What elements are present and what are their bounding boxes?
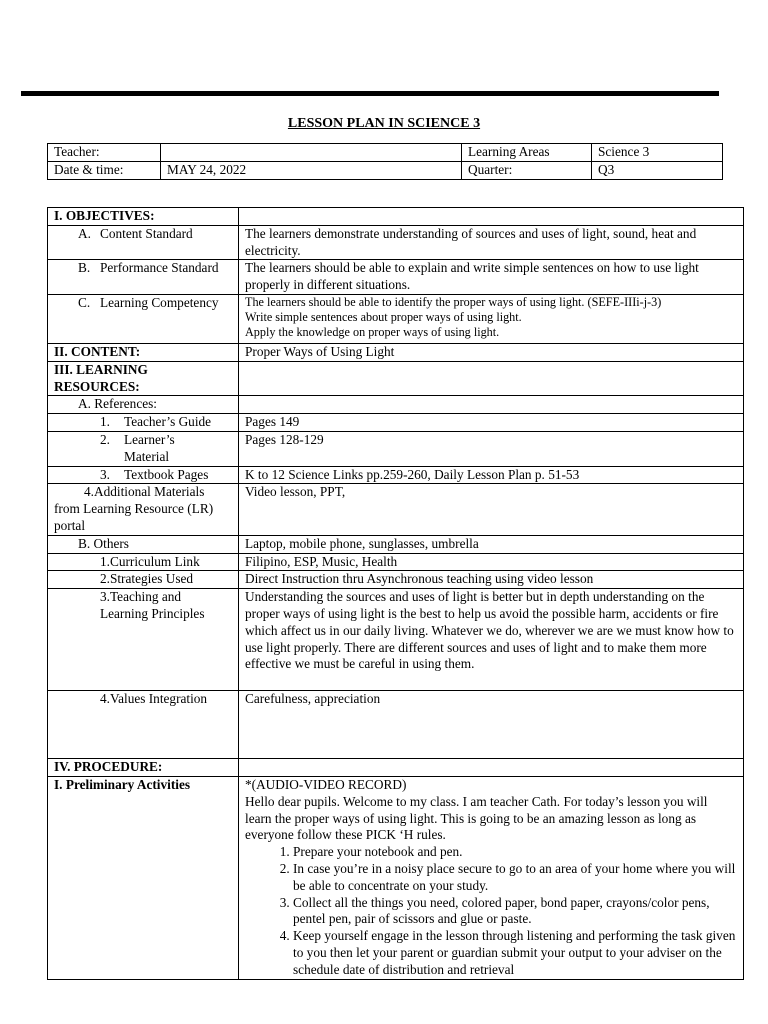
additional-materials-label: 4.Additional Materials from Learning Resource (LR) portal [48,484,239,535]
teachers-guide-label: Teacher’s Guide [124,414,212,430]
objectives-row [48,208,744,226]
quarter-value: Q3 [592,161,723,179]
list-item: 3. Collect all the things you need, colored paper, bond paper, crayons/color pens, pentel pen, pair of scissors and glue or paste. [293,895,737,929]
competency-line-3: Apply the knowledge on proper ways of using light. [245,324,500,339]
curriculum-link-label: 1.Curriculum Link [48,553,239,571]
quarter-label: Quarter: [462,161,592,179]
values-text: Carefulness, appreciation [239,691,744,759]
date-value: MAY 24, 2022 [161,161,462,179]
content-standard-text: The learners demonstrate understanding of sources and uses of light, sound, heat and electricity. [239,225,744,260]
performance-standard-row: B. Performance Standard The learners should be able to explain and write simple sentences on how to use light properly in different situations. [48,260,744,295]
av-record-note: *(AUDIO-VIDEO RECORD) [245,776,407,792]
rules-list [245,844,737,978]
learning-areas-label: Learning Areas [462,144,592,162]
lesson-table [47,207,744,980]
list-item: 4. Keep yourself engage in the lesson through listening and performing the task given to you then let your parent or guardian submit your output to your adviser on the schedule date of distribution and retrieval [293,928,737,978]
teaching-principles-row [48,589,744,691]
teaching-principles-label: 3.Teaching and Learning Principles [48,589,239,691]
curriculum-link-row [48,553,744,571]
list-item: 1. Prepare your notebook and pen. [293,844,737,861]
references-label: A. References: [48,396,239,414]
performance-standard-label: Performance Standard [100,260,219,276]
resources-heading: III. LEARNING RESOURCES: [48,361,239,396]
learning-competency-row: C. Learning Competency The learners should be able to identify the proper ways of using light. (SEFE-IIIi-j-3) Write simple sentences about proper ways of using light. Apply the knowledge on proper ways of using light. [48,294,744,343]
teachers-guide-row: 1. Teacher’s Guide Pages 149 [48,414,744,432]
textbook-row: 3. Textbook Pages K to 12 Science Links pp.259-260, Daily Lesson Plan p. 51-53 [48,466,744,484]
additional-materials-row [48,484,744,535]
performance-standard-text: The learners should be able to explain and write simple sentences on how to use light properly in different situations. [239,260,744,295]
learners-material-label: Learner’s Material [124,431,175,464]
greeting-text: Hello dear pupils. Welcome to my class. I am teacher Cath. For today’s lesson you will learn the proper ways of using light. This is going to be an amazing lesson as long as everyone follow these PICK ‘H rules. [245,793,708,843]
header-table [47,143,723,180]
learners-material-text: Pages 128-129 [239,431,744,466]
strategies-text: Direct Instruction thru Asynchronous teaching using video lesson [239,571,744,589]
values-row [48,691,744,759]
resources-row [48,361,744,396]
content-text: Proper Ways of Using Light [239,343,744,361]
textbook-text: K to 12 Science Links pp.259-260, Daily Lesson Plan p. 51-53 [239,466,744,484]
learners-material-row: 2. Learner’s Material Pages 128-129 [48,431,744,466]
list-item: 2. In case you’re in a noisy place secure to go to an area of your home where you will be able to concentrate on your study. [293,861,737,895]
strategies-row [48,571,744,589]
teacher-label: Teacher: [48,144,161,162]
learning-competency-label: Learning Competency [100,294,219,310]
competency-line-1: The learners should be able to identify the proper ways of using light. (SEFE-IIIi-j-3) [245,294,662,309]
procedure-heading: IV. PROCEDURE: [48,759,239,777]
textbook-label: Textbook Pages [124,466,209,482]
procedure-row [48,759,744,777]
strategies-label: 2.Strategies Used [48,571,239,589]
others-text: Laptop, mobile phone, sunglasses, umbrella [239,535,744,553]
references-row [48,396,744,414]
preliminary-row [48,776,744,979]
others-label: B. Others [48,535,239,553]
preliminary-label: I. Preliminary Activities [48,776,239,979]
content-row [48,343,744,361]
learning-areas-value: Science 3 [592,144,723,162]
others-row [48,535,744,553]
teacher-value [161,144,462,162]
content-heading: II. CONTENT: [48,343,239,361]
teaching-principles-text: Understanding the sources and uses of light is better but in depth understanding on the proper ways of using light is the best to help us avoid the possible harm, accidents or fire which affect us in our daily living. Whatever we do, wherever we are we must know how to use light properly. There are different sources and uses of light and to make them more effective we must be careful in using them. [239,589,744,691]
additional-materials-text: Video lesson, PPT, [239,484,744,535]
curriculum-link-text: Filipino, ESP, Music, Health [239,553,744,571]
top-rule [21,91,719,96]
objectives-heading: I. OBJECTIVES: [48,208,239,226]
content-standard-row: A. Content Standard The learners demonstrate understanding of sources and uses of light, sound, heat and electricity. [48,225,744,260]
content-standard-label: Content Standard [100,225,193,241]
competency-line-2: Write simple sentences about proper ways of using light. [245,309,522,324]
teachers-guide-text: Pages 149 [239,414,744,432]
values-label: 4.Values Integration [48,691,239,759]
date-label: Date & time: [48,161,161,179]
page-title: LESSON PLAN IN SCIENCE 3 [287,116,481,131]
